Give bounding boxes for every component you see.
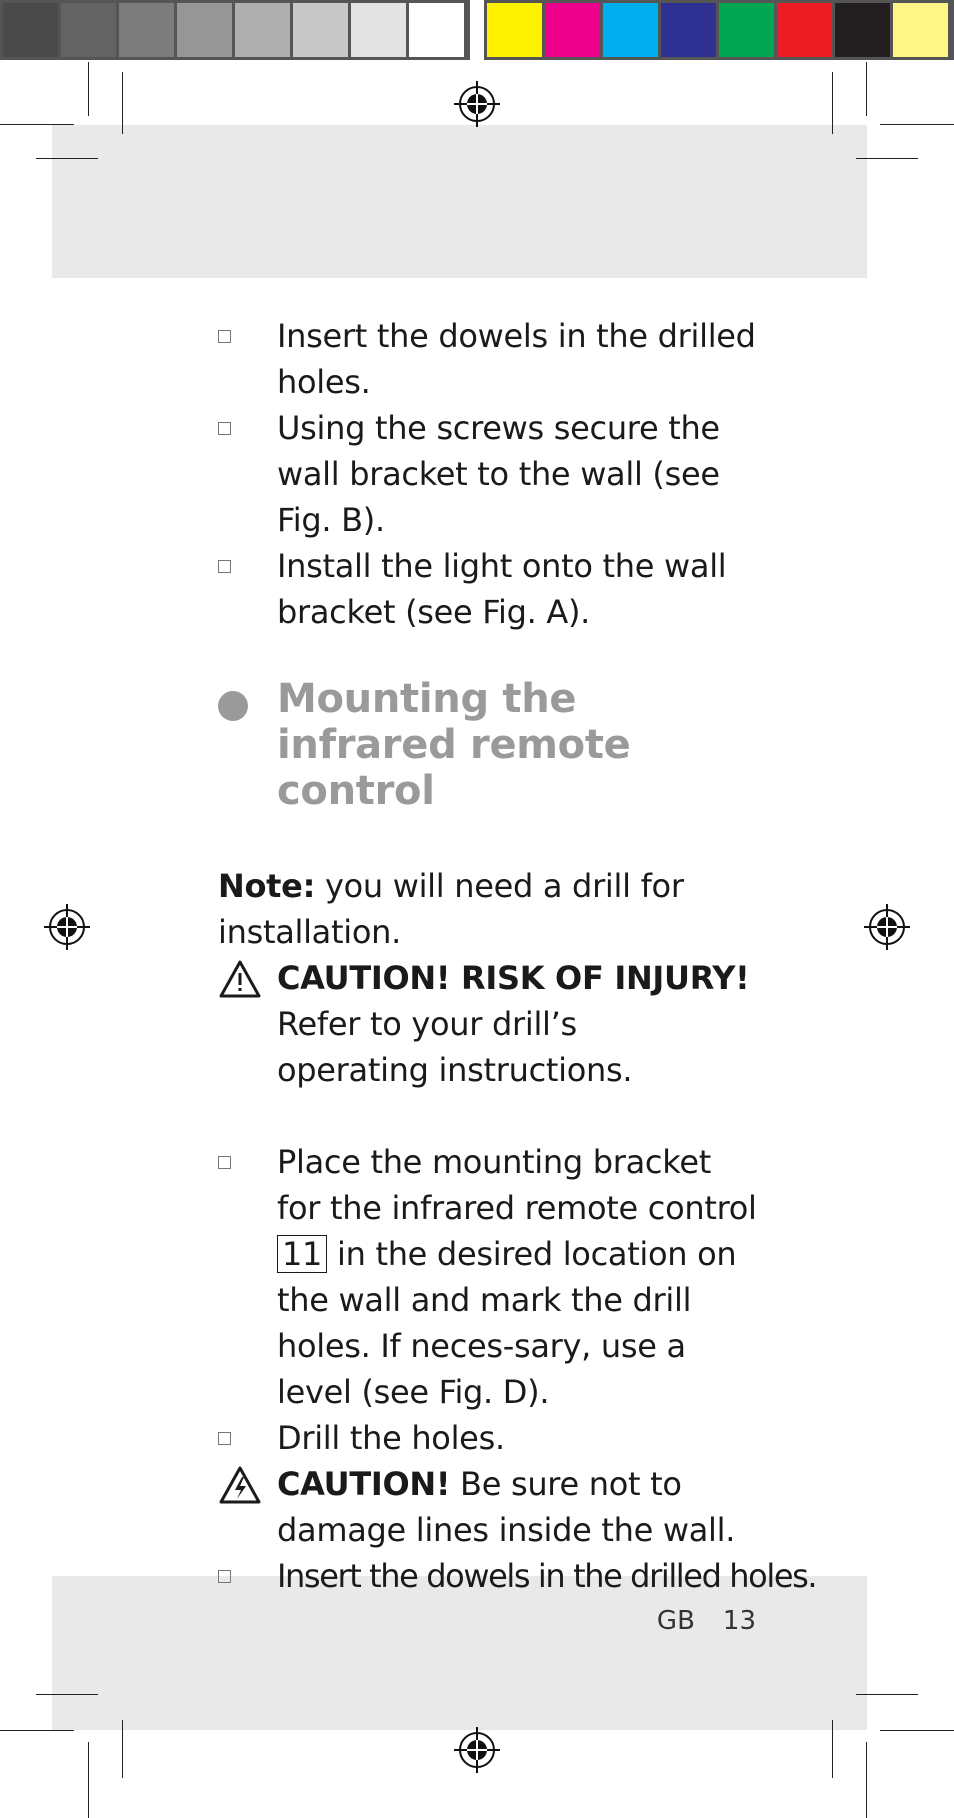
crop-mark bbox=[880, 124, 954, 125]
header-band bbox=[52, 125, 867, 278]
crop-mark bbox=[88, 62, 89, 116]
step-text: Place the mounting bracket for the infrared remote control bbox=[277, 1143, 757, 1227]
color-swatch bbox=[351, 3, 406, 57]
part-reference-badge: 11 bbox=[277, 1235, 327, 1273]
crop-mark bbox=[866, 1742, 867, 1818]
step-text: Insert the dowels in the drilled holes. bbox=[277, 317, 756, 401]
list-item bbox=[218, 543, 758, 635]
section-heading-block bbox=[218, 676, 758, 814]
language-code: GB bbox=[656, 1606, 695, 1636]
list-item bbox=[218, 1553, 817, 1599]
crop-mark bbox=[88, 1742, 89, 1818]
color-swatch bbox=[603, 3, 658, 57]
caution-block bbox=[218, 955, 758, 1093]
crop-mark bbox=[880, 1730, 954, 1731]
crop-mark bbox=[122, 72, 123, 134]
list-item bbox=[218, 313, 758, 405]
note-text: you will need a drill for installation. bbox=[218, 867, 684, 951]
crop-mark bbox=[832, 1720, 833, 1778]
checkbox-bullet-icon bbox=[218, 422, 231, 435]
checkbox-bullet-icon bbox=[218, 1156, 231, 1169]
color-swatch bbox=[719, 3, 774, 57]
color-swatch bbox=[293, 3, 348, 57]
registration-mark-icon bbox=[454, 1727, 500, 1773]
crop-mark bbox=[856, 1694, 918, 1695]
section-heading bbox=[218, 676, 758, 814]
crop-mark bbox=[36, 158, 98, 159]
color-swatch bbox=[177, 3, 232, 57]
bullet-dot-icon bbox=[218, 691, 248, 721]
crop-mark bbox=[0, 124, 74, 125]
caution-block bbox=[218, 1461, 758, 1553]
color-swatch bbox=[409, 3, 464, 57]
color-swatch bbox=[61, 3, 116, 57]
step-text: Insert the dowels in the drilled holes. bbox=[277, 1557, 817, 1595]
caution-title: CAUTION! RISK OF INJURY! bbox=[277, 959, 750, 997]
crop-mark bbox=[122, 1720, 123, 1778]
checkbox-bullet-icon bbox=[218, 1570, 231, 1583]
printer-color-bar-cmyk bbox=[484, 0, 954, 60]
warning-triangle-icon bbox=[218, 959, 262, 999]
color-swatch bbox=[893, 3, 948, 57]
crop-mark bbox=[832, 72, 833, 134]
step-text: Install the light onto the wall bracket (see Fig. A). bbox=[277, 547, 727, 631]
color-swatch bbox=[661, 3, 716, 57]
step-text: Drill the holes. bbox=[277, 1419, 505, 1457]
instructions-block bbox=[218, 863, 817, 1599]
caution-title: CAUTION! bbox=[277, 1465, 451, 1503]
color-swatch bbox=[235, 3, 290, 57]
caution-text: Be sure not to damage lines inside the wall. bbox=[277, 1465, 736, 1549]
footer-band bbox=[52, 1576, 867, 1730]
heading-line: infrared remote bbox=[277, 722, 631, 768]
list-item bbox=[218, 1139, 758, 1415]
crop-mark bbox=[36, 1694, 98, 1695]
registration-mark-icon bbox=[44, 904, 90, 950]
crop-mark bbox=[866, 62, 867, 116]
color-swatch bbox=[545, 3, 600, 57]
checkbox-bullet-icon bbox=[218, 1432, 231, 1445]
color-swatch bbox=[3, 3, 58, 57]
note-paragraph bbox=[218, 863, 758, 955]
heading-line: Mounting the bbox=[277, 676, 577, 722]
step-text: in the desired location on the wall and mark the drill holes. If neces-sary, use a level (see Fig. D). bbox=[277, 1235, 737, 1411]
step-text: Using the screws secure the wall bracket to the wall (see Fig. B). bbox=[277, 409, 720, 539]
crop-mark bbox=[856, 158, 918, 159]
list-item bbox=[218, 405, 758, 543]
color-swatch bbox=[835, 3, 890, 57]
registration-mark-icon bbox=[454, 81, 500, 127]
list-item bbox=[218, 1415, 758, 1461]
heading-line: control bbox=[277, 768, 435, 814]
crop-mark bbox=[0, 1730, 74, 1731]
note-label: Note: bbox=[218, 867, 316, 905]
page-number: 13 bbox=[722, 1606, 756, 1636]
color-swatch bbox=[119, 3, 174, 57]
steps-top bbox=[218, 313, 758, 635]
registration-mark-icon bbox=[864, 904, 910, 950]
color-swatch bbox=[487, 3, 542, 57]
color-swatch bbox=[777, 3, 832, 57]
electric-warning-icon bbox=[218, 1465, 262, 1505]
checkbox-bullet-icon bbox=[218, 330, 231, 343]
page-footer bbox=[629, 1606, 756, 1636]
checkbox-bullet-icon bbox=[218, 560, 231, 573]
printer-color-bar bbox=[0, 0, 470, 60]
caution-text: Refer to your drill’s operating instructions. bbox=[277, 1005, 633, 1089]
